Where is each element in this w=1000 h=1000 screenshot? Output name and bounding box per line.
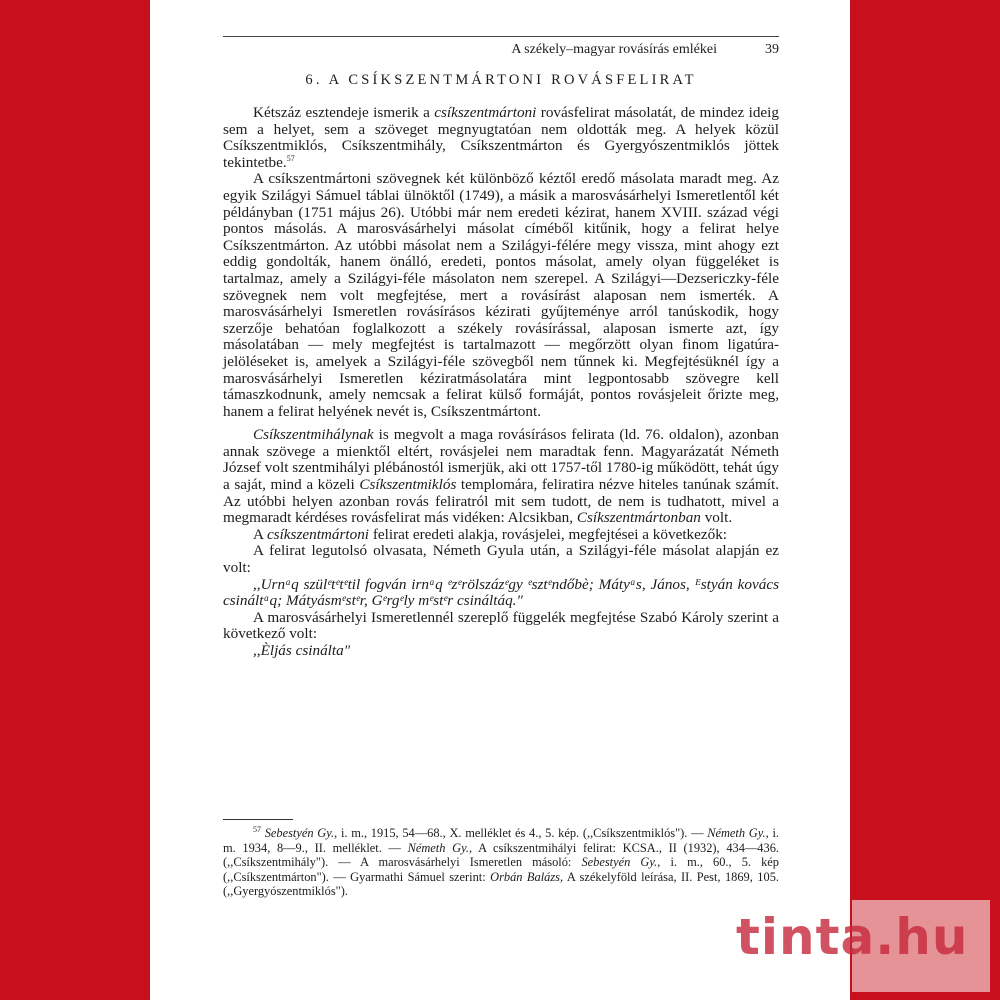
page-number: 39 bbox=[765, 42, 779, 57]
paragraph-6: A marosvásárhelyi Ismeretlennél szereplő függelék megfejtése Szabó Károly szerint a következő volt: bbox=[223, 608, 779, 643]
italic-run: Orbán Balázs, bbox=[490, 869, 564, 884]
paragraph-2: A csíkszentmártoni szövegnek két különböző kéztől eredő másolata maradt meg. Az egyik Szilágyi Sámuel táblai ülnöktől (1749), a másik a marosvásárhelyi Ismeretlentől két példányban (1751 május 26). Utóbbi már nem eredeti kézirat, hanem XVIII. század végi pontos másolás. A marosvásárhelyi másolat címéből kitűnik, hogy a felirat helye Csíkszentmárton. Az utóbbi másolat nem a Szilágyi-félére megy vissza, mint ahogy ezt eddig gondolták, hanem önálló, eredeti, pontos másolat, amely olyan függeléket is tartalmaz, amely a Szilágyi-féle másolaton nem szerepel. A Szilágyi—Dezsericzky-féle szövegnek nem volt megfejtése, mert a rovásírást alaposan nem ismerték. A marosvásárhelyi Ismeretlen rovásírásos kézirati gyűjteménye arról tanúskodik, hogy szerzője behatóan foglalkozott a székely rovásírással, alaposan ismerte azt, így másolatában — mely megfejtést is tartalmazott — megőrzött olyan finom ligatúra-jelöléseket is, amelyek a Szilágyi-féle szövegből nem tűnnek ki. Megfejtésüknél így a marosvásárhelyi Ismeretlen kéziratmásolatára mint legpontosabb szövegre kell támaszkodnunk, amely nemcsak a felirat külső formáját, pontos rovásjeleit őrizte meg, hanem a felirat helyének nevét is, Csíkszentmártont. bbox=[223, 170, 779, 420]
paragraph-5: A felirat legutolsó olvasata, Németh Gyula után, a Szilágyi-féle másolat alapján ez volt: bbox=[223, 542, 779, 577]
text-run: felirat eredeti alakja, rovásjelei, megfejtései a következők: bbox=[369, 525, 728, 543]
italic-run: Németh Gy. bbox=[707, 826, 766, 840]
italic-run: Németh Gy. bbox=[407, 840, 469, 855]
body-text bbox=[223, 105, 779, 660]
section-title: 6. A CSÍKSZENTMÁRTONI ROVÁSFELIRAT bbox=[305, 72, 697, 88]
italic-run: csíkszentmártoni bbox=[434, 104, 537, 121]
book-page bbox=[150, 0, 850, 1000]
inscription-reading-1: ,,Urnᵃq szülᵉtᵉtᵉtil fogván irnᵃq ᵉzᵉrölszázᵉgy ᵉsztᵉndőbè; Mátyᵃs, János, ᴱstyán kovács csináltᵃq; Mátyásmᵉstᵉr, Gᵉrgᵉly mᵉstᵉr csináltáq." bbox=[223, 575, 779, 610]
text-run: , i. m. 1934, 8—9., II. melléklet. — bbox=[223, 826, 779, 855]
italic-run: Sebestyén Gy. bbox=[581, 855, 658, 870]
text-run: templomára, feliratira nézve hiteles tanúnak számít. Az utóbbi helyen azonban rovás feliratról mit sem tudott, de nem is tudhatott, mivel a megmaradt kérdéses rovásfelirat más vidéken: Alcsikban, bbox=[223, 476, 779, 527]
footnote-57 bbox=[223, 826, 779, 899]
text-run: is megvolt a maga rovásírásos felirata (ld. 76. oldalon), azonban annak szövege a mienktől eltért, rovásjelei nem maradtak fenn. Magyarázatát Németh József volt szentmihályi plébánostól ismerjük, aki ott 1757-től 1780-ig működött, tehát úgy a saját, mind a közeli bbox=[223, 426, 779, 494]
inscription-reading-2: ,,Èljás csinálta" bbox=[253, 642, 351, 659]
page-header bbox=[223, 36, 779, 63]
footnote-reference: 57 bbox=[286, 153, 295, 163]
italic-run: Csíkszentmártonban bbox=[576, 509, 701, 527]
footnote-divider bbox=[223, 819, 293, 820]
text-run: A bbox=[253, 525, 267, 543]
italic-run: Csíkszentmiklós bbox=[359, 476, 457, 494]
text-run: , i. m., 60., 5. kép (,,Csíkszentmárton"). — Gyarmathi Sámuel szerint: bbox=[223, 855, 779, 884]
footnote bbox=[223, 826, 779, 899]
paragraph-3 bbox=[223, 427, 779, 527]
watermark-logo: tinta.hu bbox=[736, 908, 969, 966]
italic-run: csíkszentmártoni bbox=[266, 525, 370, 543]
footnote-number: 57 bbox=[253, 824, 261, 834]
text-run: volt. bbox=[700, 509, 733, 527]
text-run: A székelyföld leírása, II. Pest, 1869, 105. (,,Gyergyószentmiklós"). bbox=[223, 869, 779, 899]
italic-run: Sebestyén Gy. bbox=[264, 826, 335, 840]
text-run: , i. m., 1915, 54—68., X. melléklet és 4., 5. kép. (,,Csíkszentmiklós"). — bbox=[334, 826, 708, 840]
paragraph-1 bbox=[223, 105, 779, 171]
text-run: Kétszáz esztendeje ismerik a bbox=[253, 104, 435, 121]
running-title: A székely–magyar rovásírás emlékei bbox=[511, 42, 717, 57]
text-run: , A csíkszentmihályi felirat: KCSA., II (1932), 434—436. (,,Csíkszentmihály"). — A marosvásárhelyi Ismeretlen másoló: bbox=[223, 840, 779, 870]
paragraph-4 bbox=[223, 527, 779, 544]
italic-run: Csíkszentmihálynak bbox=[253, 426, 374, 444]
text-run: rovásfelirat másolatát, de mindez ideig sem a helyet, sem a szöveget megnyugtatóan nem oldották meg. A helyek közül Csíkszentmiklós, Csíkszentmihály, Csíkszentmárton és Gyergyószentmiklós jöttek tekintetbe. bbox=[223, 104, 779, 171]
